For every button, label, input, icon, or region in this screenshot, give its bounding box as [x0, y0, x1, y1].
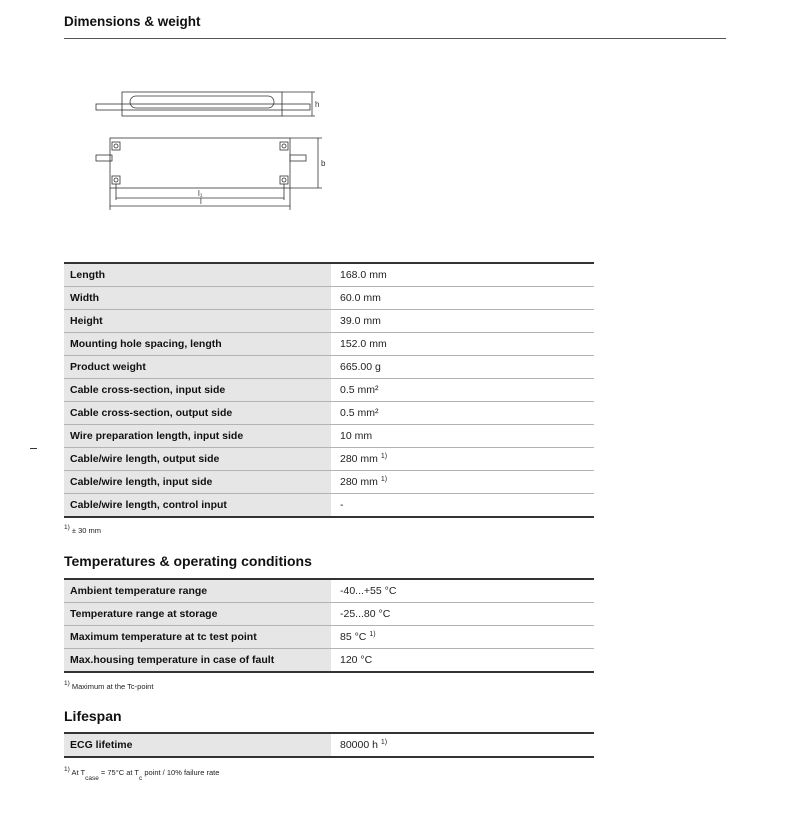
table-row: [64, 626, 594, 649]
spec-value: 280 mm $^{1)}$: [332, 471, 595, 494]
length-label: l: [200, 197, 202, 206]
spec-value: 39.0 mm: [332, 310, 595, 333]
spec-label: ECG lifetime: [64, 733, 332, 757]
width-label: b: [321, 159, 326, 168]
table-row: [64, 603, 594, 626]
spec-label: Wire preparation length, input side: [64, 425, 332, 448]
table-row: [64, 448, 594, 471]
table-row: [64, 333, 594, 356]
footnote-marker: 1): [369, 631, 376, 638]
dimensions-footnote: $^{1)}$ ± 30 mm: [64, 524, 101, 535]
spec-label: Width: [64, 287, 332, 310]
spec-label: Cable/wire length, control input: [64, 494, 332, 518]
spec-label: Temperature range at storage: [64, 603, 332, 626]
table-row: [64, 402, 594, 425]
table-row: [64, 263, 594, 287]
table-row: [64, 579, 594, 603]
footnote-marker: 1): [380, 739, 388, 746]
side-view-flange: [96, 104, 310, 110]
dimensions-table: [64, 262, 594, 518]
spec-label: Height: [64, 310, 332, 333]
table-row: [64, 733, 594, 757]
spec-value: 0.5 mm²: [332, 402, 595, 425]
spec-value: 0.5 mm²: [332, 379, 595, 402]
spec-label: Product weight: [64, 356, 332, 379]
table-row: [64, 310, 594, 333]
spec-value: 60.0 mm: [332, 287, 595, 310]
top-view-body: [110, 138, 290, 188]
spec-value: 168.0 mm: [332, 263, 595, 287]
height-label: h: [315, 100, 320, 109]
spec-label: Cable cross-section, input side: [64, 379, 332, 402]
spec-label: Length: [64, 263, 332, 287]
header-rule: [64, 38, 726, 39]
spec-value: -25...80 °C: [332, 603, 595, 626]
spec-label: Mounting hole spacing, length: [64, 333, 332, 356]
spec-label: Ambient temperature range: [64, 579, 332, 603]
table-row: [64, 494, 594, 518]
footnote-marker: 1): [380, 453, 388, 460]
lifespan-title: Lifespan: [64, 708, 122, 724]
table-row: [64, 425, 594, 448]
spec-value: -40...+55 °C: [332, 579, 595, 603]
footnote-marker: 1): [380, 476, 388, 483]
temperatures-title: Temperatures & operating conditions: [64, 553, 312, 569]
table-row: [64, 379, 594, 402]
spec-value: 10 mm: [332, 425, 595, 448]
spec-value: -: [332, 494, 595, 518]
spec-value: 280 mm $^{1)}$: [332, 448, 595, 471]
dimension-drawing: [90, 80, 340, 220]
spec-label: Cable/wire length, output side: [64, 448, 332, 471]
spec-value: 85 °C $^{1)}$: [332, 626, 595, 649]
hole-spacing-label: l₁: [198, 189, 203, 198]
spec-value: 80000 h $^{1)}$: [332, 733, 595, 757]
spec-value: 665.00 g: [332, 356, 595, 379]
margin-mark: [30, 448, 37, 449]
spec-value: 152.0 mm: [332, 333, 595, 356]
spec-label: Maximum temperature at tc test point: [64, 626, 332, 649]
table-row: [64, 356, 594, 379]
spec-label: Max.housing temperature in case of fault: [64, 649, 332, 673]
spec-label: Cable cross-section, output side: [64, 402, 332, 425]
temperatures-table: [64, 578, 594, 673]
table-row: [64, 287, 594, 310]
temperatures-footnote: $^{1)}$ Maximum at the Tc-point: [64, 680, 154, 691]
lifespan-table: [64, 732, 594, 758]
dimensions-title: Dimensions & weight: [64, 14, 201, 29]
side-view-window: [130, 96, 274, 108]
table-row: [64, 471, 594, 494]
spec-value: 120 °C: [332, 649, 595, 673]
table-row: [64, 649, 594, 673]
spec-label: Cable/wire length, input side: [64, 471, 332, 494]
lifespan-footnote: $^{1)}$ At $T_{case} = 75^\circ C$ at $T_c$ point / 10% failure rate: [64, 766, 220, 782]
